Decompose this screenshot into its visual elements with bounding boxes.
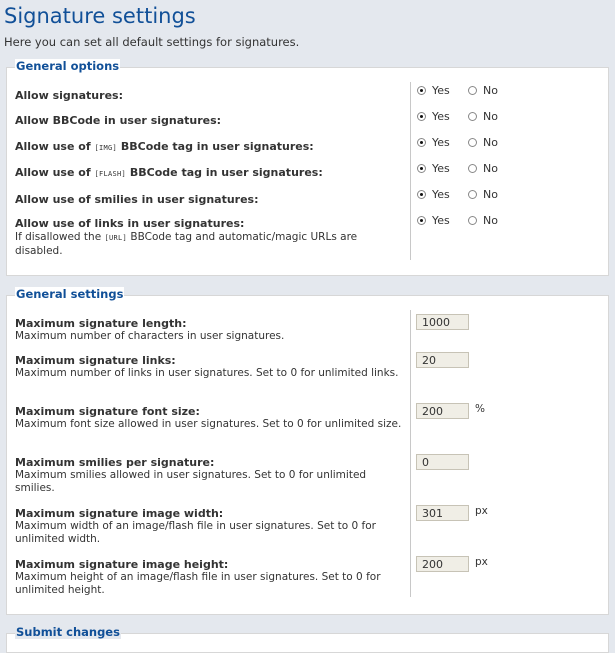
setting-row-max-image-height bbox=[7, 551, 610, 611]
page-title: Signature settings bbox=[4, 4, 196, 28]
yes-radio[interactable] bbox=[417, 190, 426, 199]
page-description: Here you can set all default settings for signatures. bbox=[4, 35, 300, 49]
divider bbox=[410, 551, 411, 597]
no-radio[interactable] bbox=[468, 216, 477, 225]
yes-label: Yes bbox=[432, 162, 450, 175]
max-image-width-input[interactable]: 301 bbox=[416, 505, 469, 521]
yes-label: Yes bbox=[432, 214, 450, 227]
no-radio[interactable] bbox=[468, 164, 477, 173]
option-label: Allow use of [FLASH] BBCode tag in user signatures: bbox=[15, 166, 323, 179]
option-label: Allow use of smilies in user signatures: bbox=[15, 193, 259, 206]
setting-description: Maximum number of links in user signatures. Set to 0 for unlimited links. bbox=[15, 367, 399, 379]
yes-radio[interactable] bbox=[417, 86, 426, 95]
submit-changes-panel bbox=[6, 625, 609, 653]
yes-label: Yes bbox=[432, 84, 450, 97]
divider bbox=[410, 186, 411, 212]
no-label: No bbox=[483, 110, 498, 123]
option-row-allow-links bbox=[7, 212, 610, 260]
yes-label: Yes bbox=[432, 136, 450, 149]
option-label: Allow use of [IMG] BBCode tag in user signatures: bbox=[15, 140, 314, 153]
option-label: Allow BBCode in user signatures: bbox=[15, 114, 222, 127]
no-label: No bbox=[483, 214, 498, 227]
no-radio[interactable] bbox=[468, 86, 477, 95]
yes-radio[interactable] bbox=[417, 164, 426, 173]
option-row-allow-signatures bbox=[7, 82, 610, 108]
setting-label: Maximum signature length: bbox=[15, 317, 187, 330]
setting-row-max-smilies bbox=[7, 449, 610, 500]
max-length-input[interactable]: 1000 bbox=[416, 314, 469, 330]
px-unit: px bbox=[475, 505, 488, 517]
divider bbox=[410, 82, 411, 108]
setting-row-max-image-width bbox=[7, 500, 610, 551]
option-row-allow-bbcode bbox=[7, 108, 610, 134]
setting-description: Maximum number of characters in user signatures. bbox=[15, 330, 285, 342]
yes-radio[interactable] bbox=[417, 112, 426, 121]
divider bbox=[410, 108, 411, 134]
no-label: No bbox=[483, 188, 498, 201]
percent-unit: % bbox=[475, 403, 485, 415]
option-description: If disallowed the [URL] BBCode tag and automatic/magic URLs are disabled. bbox=[15, 231, 358, 257]
setting-row-max-links bbox=[7, 348, 610, 398]
setting-description: Maximum height of an image/flash file in user signatures. Set to 0 for unlimited height. bbox=[15, 571, 381, 596]
yes-radio[interactable] bbox=[417, 138, 426, 147]
setting-label: Maximum smilies per signature: bbox=[15, 456, 215, 469]
general-settings-legend: General settings bbox=[16, 287, 124, 301]
divider bbox=[410, 449, 411, 500]
option-label: Allow use of links in user signatures: bbox=[15, 217, 245, 230]
bbcode-url-tag: [URL] bbox=[104, 234, 128, 242]
setting-label: Maximum signature links: bbox=[15, 354, 176, 367]
setting-description: Maximum smilies allowed in user signatures. Set to 0 for unlimited smilies. bbox=[15, 469, 367, 494]
divider bbox=[410, 310, 411, 348]
no-label: No bbox=[483, 84, 498, 97]
setting-label: Maximum signature image width: bbox=[15, 507, 224, 520]
no-label: No bbox=[483, 136, 498, 149]
setting-row-max-font-size bbox=[7, 398, 610, 449]
bbcode-img-tag: [IMG] bbox=[94, 144, 118, 152]
max-font-size-input[interactable]: 200 bbox=[416, 403, 469, 419]
divider bbox=[410, 160, 411, 186]
option-label: Allow signatures: bbox=[15, 89, 123, 102]
yes-radio[interactable] bbox=[417, 216, 426, 225]
divider bbox=[410, 398, 411, 449]
no-radio[interactable] bbox=[468, 190, 477, 199]
no-label: No bbox=[483, 162, 498, 175]
bbcode-flash-tag: [FLASH] bbox=[94, 170, 127, 178]
divider bbox=[410, 348, 411, 398]
setting-row-max-length bbox=[7, 310, 610, 348]
px-unit: px bbox=[475, 556, 488, 568]
no-radio[interactable] bbox=[468, 138, 477, 147]
divider bbox=[410, 212, 411, 260]
setting-description: Maximum font size allowed in user signatures. Set to 0 for unlimited size. bbox=[15, 418, 402, 430]
option-row-allow-flash bbox=[7, 160, 610, 186]
max-image-height-input[interactable]: 200 bbox=[416, 556, 469, 572]
setting-label: Maximum signature font size: bbox=[15, 405, 200, 418]
max-links-input[interactable]: 20 bbox=[416, 352, 469, 368]
option-row-allow-img bbox=[7, 134, 610, 160]
option-row-allow-smilies bbox=[7, 186, 610, 212]
yes-label: Yes bbox=[432, 188, 450, 201]
submit-changes-legend: Submit changes bbox=[16, 625, 120, 639]
no-radio[interactable] bbox=[468, 112, 477, 121]
divider bbox=[410, 500, 411, 551]
divider bbox=[410, 134, 411, 160]
setting-label: Maximum signature image height: bbox=[15, 558, 229, 571]
general-settings-panel bbox=[6, 287, 609, 615]
yes-label: Yes bbox=[432, 110, 450, 123]
general-options-panel bbox=[6, 59, 609, 276]
general-options-legend: General options bbox=[16, 59, 120, 73]
max-smilies-input[interactable]: 0 bbox=[416, 454, 469, 470]
setting-description: Maximum width of an image/flash file in user signatures. Set to 0 for unlimited width. bbox=[15, 520, 376, 545]
